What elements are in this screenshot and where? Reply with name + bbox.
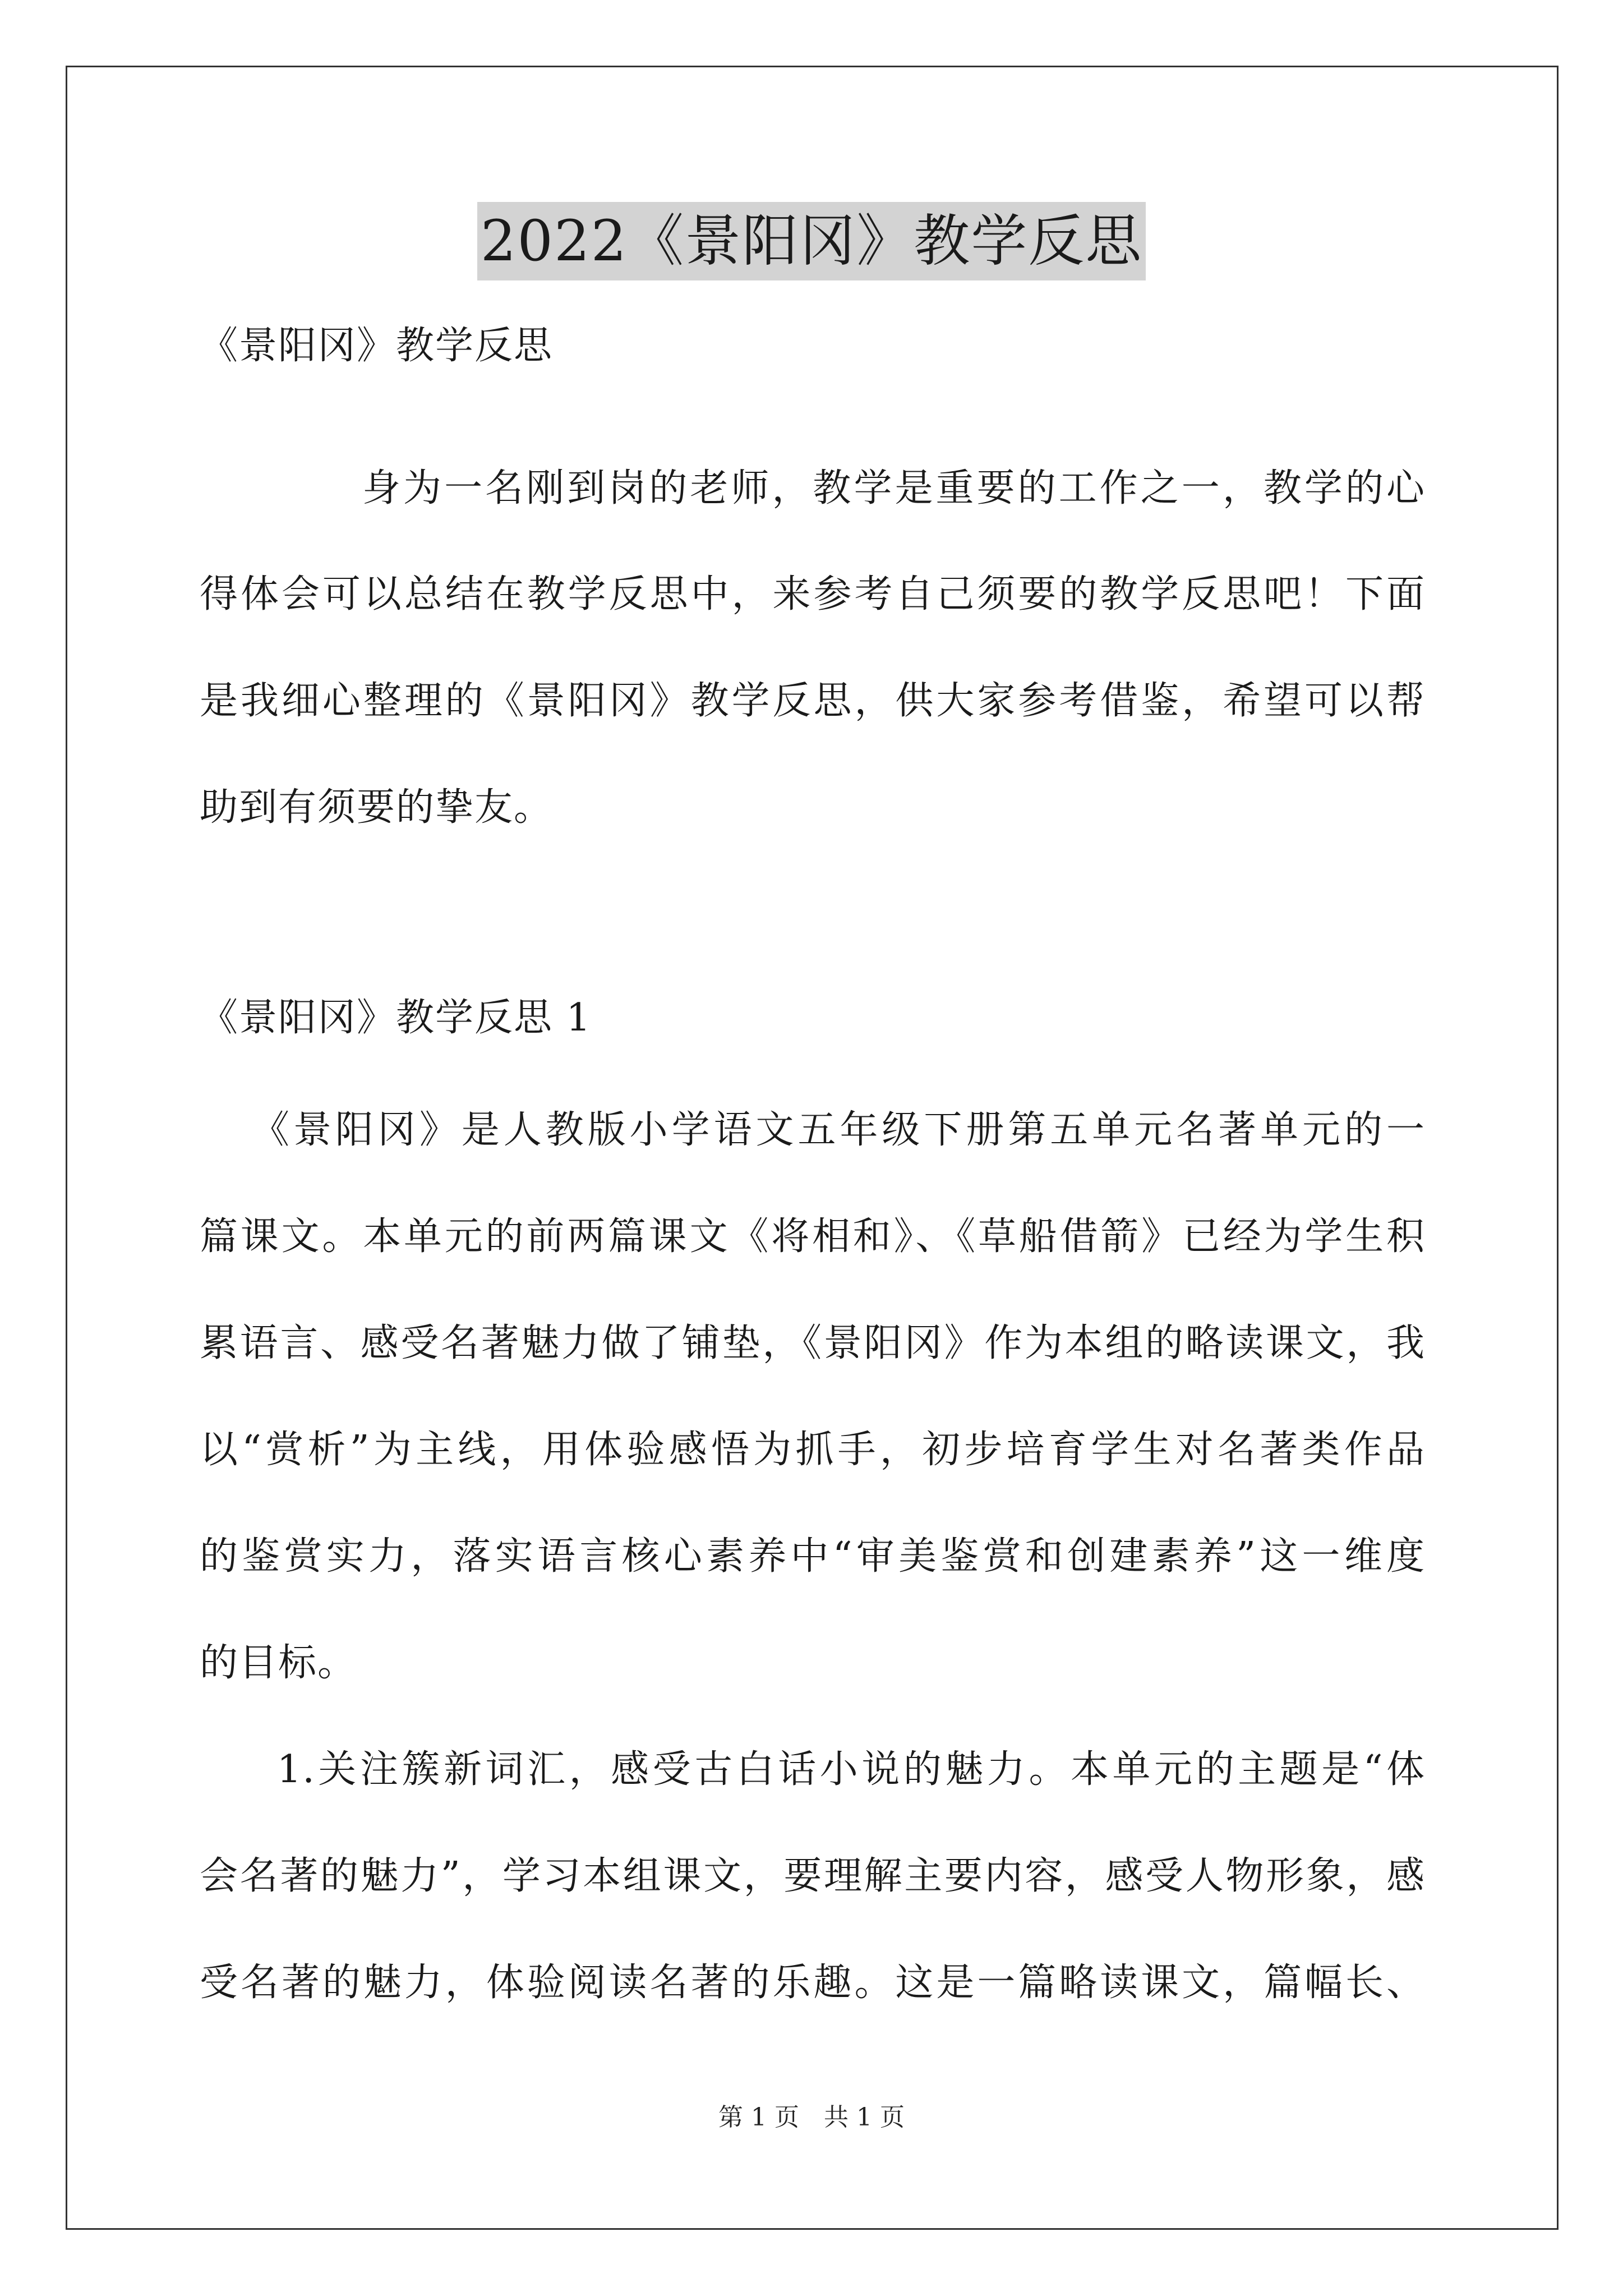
paragraph-line: 的目标。 [200,1641,357,1685]
paragraph-line: 累语言、感受名著魅力做了铺垫，《景阳冈》作为本组的略读课文，我 [200,1321,1426,1365]
paragraph-line: 1.关注簇新词汇，感受古白话小说的魅力。本单元的主题是“体 [277,1747,1426,1792]
subtitle: 《景阳冈》教学反思 [200,324,554,368]
section-heading: 《景阳冈》教学反思 1 [200,996,592,1040]
paragraph-line: 受名著的魅力，体验阅读名著的乐趣。这是一篇略读课文，篇幅长、 [200,1961,1426,2005]
intro-line: 得体会可以总结在教学反思中，来参考自己须要的教学反思吧！下面 [200,572,1426,616]
paragraph-line: 的鉴赏实力，落实语言核心素养中“审美鉴赏和创建素养”这一维度 [200,1534,1426,1579]
intro-line: 身为一名刚到岗的老师，教学是重要的工作之一，教学的心 [362,466,1426,510]
paragraph-line: 以“赏析”为主线，用体验感悟为抓手，初步培育学生对名著类作品 [200,1428,1426,1472]
paragraph-line: 《景阳冈》是人教版小学语文五年级下册第五单元名著单元的一 [251,1108,1426,1152]
page-footer: 第 1 页 共 1 页 [718,2103,905,2132]
title-container [0,202,1623,280]
intro-line: 助到有须要的挚友。 [200,785,554,830]
paragraph-line: 篇课文。本单元的前两篇课文《将相和》、《草船借箭》已经为学生积 [200,1214,1426,1259]
paragraph-line: 会名著的魅力”，学习本组课文，要理解主要内容，感受人物形象，感 [200,1854,1426,1898]
intro-line: 是我细心整理的《景阳冈》教学反思，供大家参考借鉴，希望可以帮 [200,679,1426,723]
document-title: 2022《景阳冈》教学反思 [477,202,1146,280]
